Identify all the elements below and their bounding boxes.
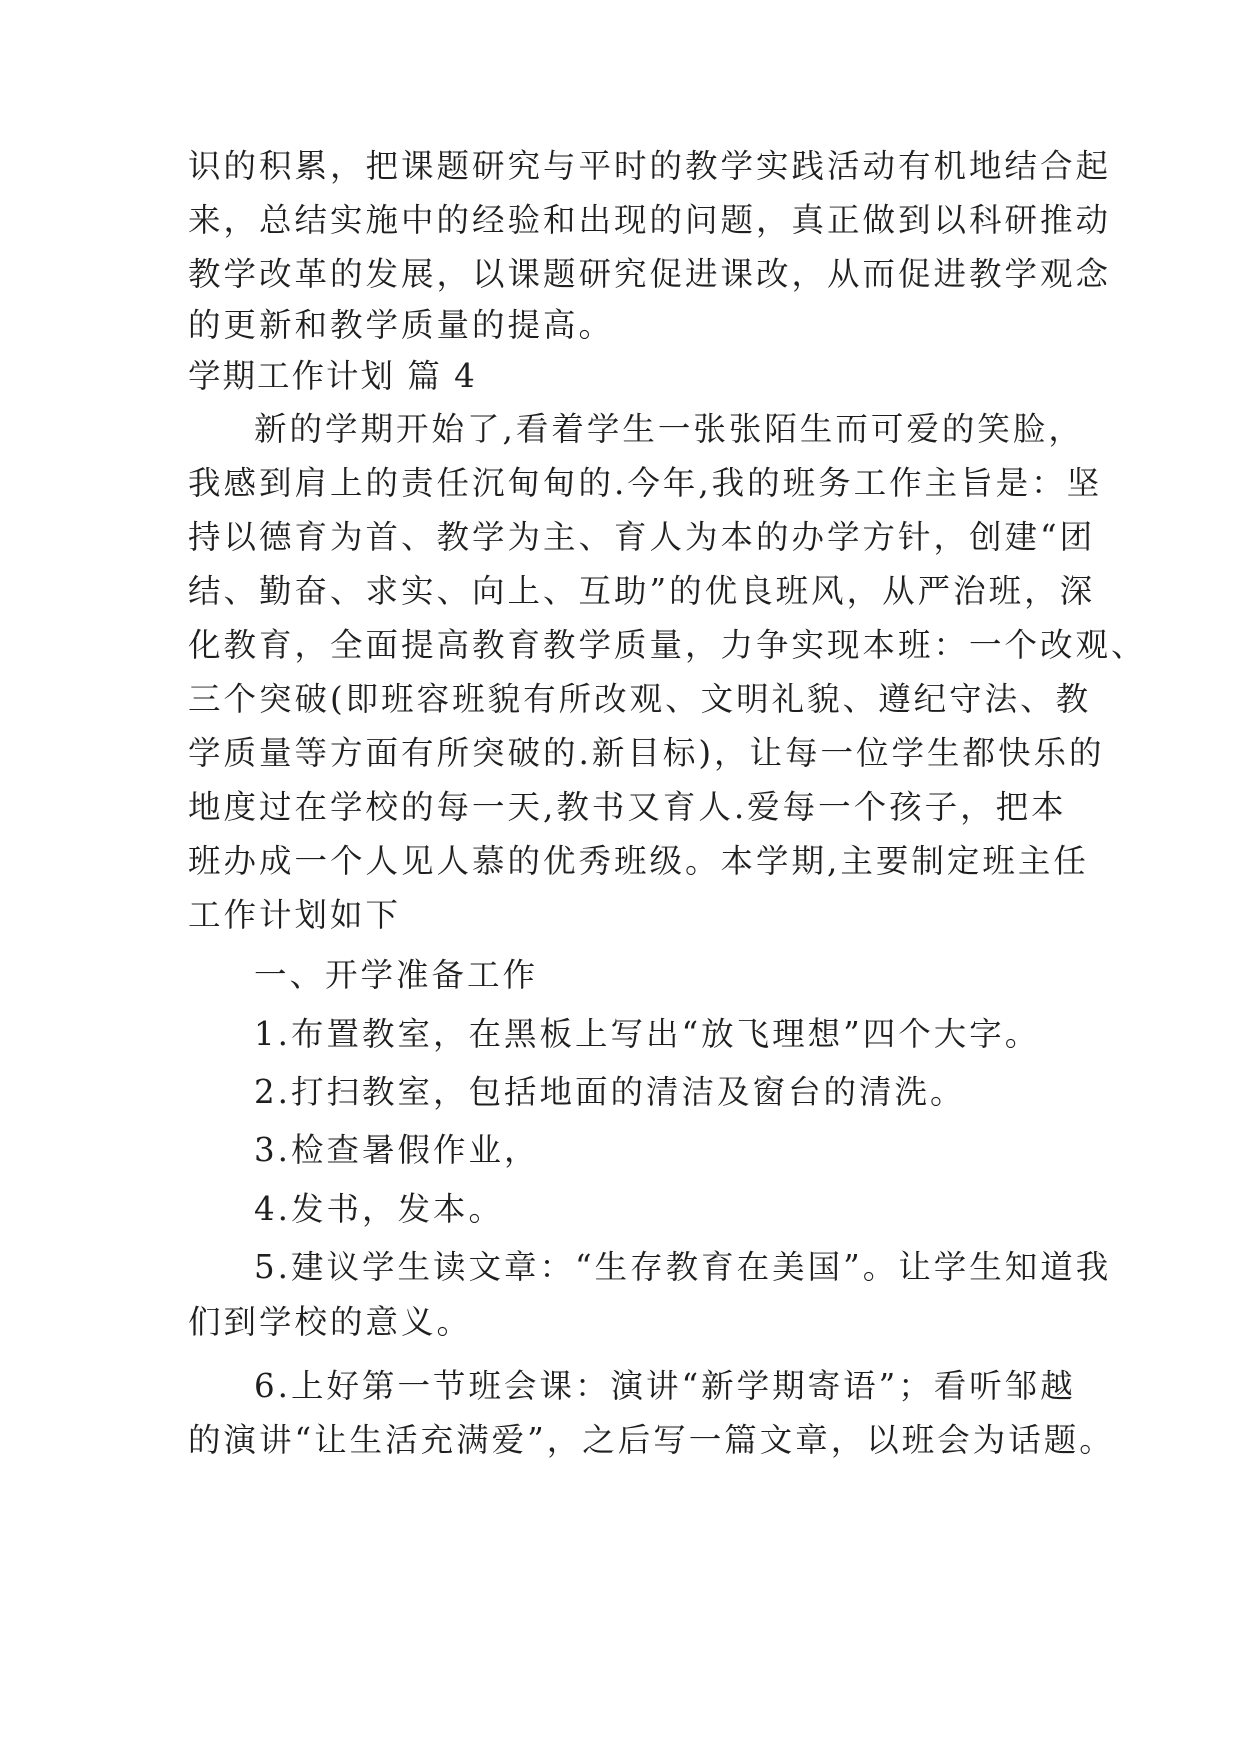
- paragraph-line: 来，总结实施中的经验和出现的问题，真正做到以科研推动: [188, 201, 1112, 239]
- paragraph-line: 我感到肩上的责任沉甸甸的.今年,我的班务工作主旨是：坚: [188, 464, 1103, 502]
- paragraph-line: 工作计划如下: [188, 896, 402, 934]
- paragraph-line: 化教育，全面提高教育教学质量，力争实现本班：一个改观、: [188, 626, 1147, 664]
- list-item: 1.布置教室，在黑板上写出“放飞理想”四个大字。: [254, 1015, 1041, 1053]
- paragraph-line: 新的学期开始了,看着学生一张张陌生而可爱的笑脸，: [254, 410, 1084, 448]
- list-item: 4.发书，发本。: [254, 1190, 505, 1228]
- list-item-continuation: 的演讲“让生活充满爱”，之后写一篇文章，以班会为话题。: [188, 1421, 1115, 1459]
- list-item: 5.建议学生读文章：“生存教育在美国”。让学生知道我: [254, 1248, 1112, 1286]
- list-item-continuation: 们到学校的意义。: [188, 1303, 473, 1341]
- paragraph-line: 三个突破(即班容班貌有所改观、文明礼貌、遵纪守法、教: [188, 680, 1092, 718]
- paragraph-line: 地度过在学校的每一天,教书又育人.爱每一个孩子，把本: [188, 788, 1067, 826]
- paragraph-line: 结、勤奋、求实、向上、互助”的优良班风，从严治班，深: [188, 572, 1096, 610]
- paragraph-line: 学质量等方面有所突破的.新目标)，让每一位学生都快乐的: [188, 734, 1105, 772]
- list-item: 2.打扫教室，包括地面的清洁及窗台的清洗。: [254, 1073, 966, 1111]
- list-item: 3.检查暑假作业，: [254, 1131, 540, 1169]
- section-heading: 学期工作计划 篇 4: [188, 357, 477, 395]
- list-item: 6.上好第一节班会课：演讲“新学期寄语”；看听邹越: [254, 1367, 1076, 1405]
- paragraph-line: 班办成一个人见人慕的优秀班级。本学期,主要制定班主任: [188, 842, 1089, 880]
- subheading: 一、开学准备工作: [254, 956, 539, 994]
- paragraph-line: 教学改革的发展，以课题研究促进课改，从而促进教学观念: [188, 255, 1112, 293]
- paragraph-line: 持以德育为首、教学为主、育人为本的办学方针，创建“团: [188, 518, 1096, 556]
- paragraph-line: 识的积累，把课题研究与平时的教学实践活动有机地结合起: [188, 147, 1112, 185]
- paragraph-line: 的更新和教学质量的提高。: [188, 306, 615, 344]
